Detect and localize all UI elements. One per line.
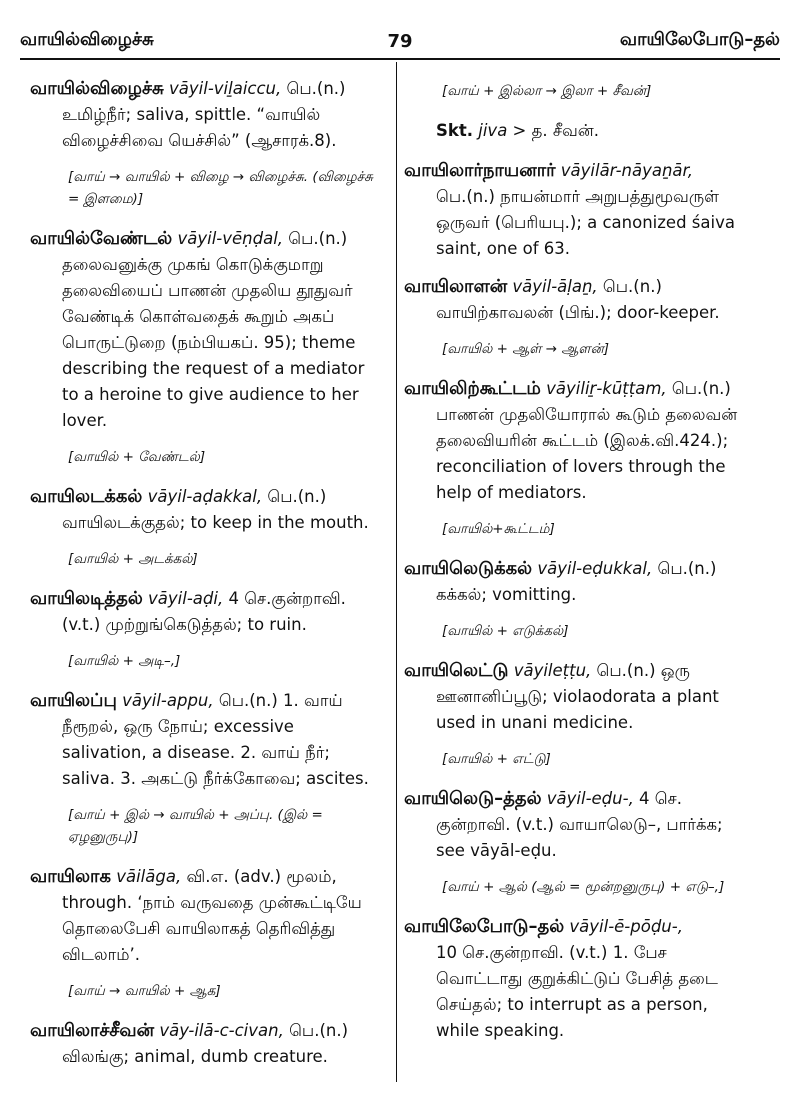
entry — [30, 484, 382, 536]
header-left-guideword: வாயில்விழைச்சு — [20, 29, 154, 50]
headword: வாயிலெடு–த்தல் — [404, 788, 542, 809]
transliteration: vāyil-viḻaiccu, — [169, 79, 282, 98]
grammar: பெ.(n.) 1. வாய் — [213, 691, 343, 710]
transliteration: vāyil-eḍu-, — [546, 789, 634, 808]
grammar: 4 செ. — [633, 789, 683, 808]
etymology: [வாய் → வாயில் + ஆக] — [68, 983, 221, 999]
definition: 10 செ.குன்றாவி. (v.t.) 1. பேச வொட்டாது குறுக்கிட்டுப் பேசித் தடை செய்தல்; to interrupt as a person, while speaking. — [436, 943, 718, 1040]
headword: வாயிலாக — [30, 866, 111, 887]
transliteration: vāyil-āḷaṉ, — [512, 277, 598, 296]
entry — [404, 376, 756, 506]
definition: வாயிற்காவலன் (பிங்.); door-keeper. — [436, 303, 720, 322]
etymology: [வாய் + இல்லா → இலா + சீவன்] — [442, 83, 652, 99]
etymology: [வாயில் + அடக்கல்] — [68, 551, 198, 567]
grammar: பெ.(n.) — [652, 559, 717, 578]
transliteration: vāyil-aḍi, — [148, 589, 224, 608]
definition: விலங்கு; animal, dumb creature. — [62, 1047, 328, 1066]
grammar: பெ.(n.) — [597, 277, 662, 296]
etymology: [வாய் → வாயில் + விழை → விழைச்சு. (விழைச்சு = இளமை)] — [68, 169, 373, 207]
entry — [30, 226, 382, 434]
definition: தலைவனுக்கு முகங் கொடுக்குமாறு தலைவியைப் பாணன் முதலிய தூதுவர் வேண்டிக் கொள்வதைக் கூறும் அகப் பொருட்டுறை (நம்பியகப். 95); theme describing the request of a mediator to a heroine to give audience to her lover. — [62, 255, 365, 430]
definition: ஊனானிப்பூடு; violaodorata a plant used in unani medicine. — [436, 687, 719, 732]
definition: கக்கல்; vomitting. — [436, 585, 577, 604]
transliteration: vāilāga, — [116, 867, 182, 886]
transliteration: vāyil-ē-pōḍu-, — [569, 917, 683, 936]
definition: (v.t.) முற்றுங்கெடுத்தல்; to ruin. — [62, 615, 307, 634]
etymology: [வாயில் + எட்டு] — [442, 751, 551, 767]
entry — [404, 914, 756, 1044]
definition: பாணன் முதலியோரால் கூடும் தலைவன் தலைவியரின் கூட்டம் (இலக்.வி.424.); reconciliation of lovers through the help of mediators. — [436, 405, 738, 502]
definition: through. ‘நாம் வருவதை முன்கூட்டியே தொலைபேசி வாயிலாகத் தெரிவித்து விடலாம்’. — [62, 893, 362, 964]
entry — [404, 658, 756, 736]
page-number: 79 — [387, 31, 413, 52]
sanskrit-note — [404, 118, 756, 144]
grammar: பெ.(n.) — [283, 1021, 349, 1040]
grammar: 4 செ.குன்றாவி. — [223, 589, 346, 608]
entry — [30, 586, 382, 638]
etymology: [வாயில் + அடி–,] — [68, 653, 181, 669]
transliteration: vāyil-eḍukkal, — [537, 559, 653, 578]
etymology: [வாயில் + ஆள் → ஆளன்] — [442, 341, 609, 357]
entry — [404, 274, 756, 326]
transliteration: vāyil-aḍakkal, — [147, 487, 263, 506]
transliteration: vāyil-vēṇḍal, — [177, 229, 284, 248]
entry — [404, 786, 756, 864]
headword: வாயிலாச்சீவன் — [30, 1020, 155, 1041]
transliteration: vāyil-appu, — [122, 691, 214, 710]
definition: நீரூறல், ஒரு நோய்; excessive salivation, a disease. 2. வாய் நீர்; saliva. 3. அகட்டு நீர்க்கோவை; ascites. — [62, 717, 369, 788]
right-column — [404, 76, 756, 1056]
grammar: பெ.(n.) — [666, 379, 731, 398]
entry — [30, 688, 382, 792]
grammar: பெ.(n.) ஒரு — [591, 661, 690, 680]
transliteration: vāyileṭṭu, — [513, 661, 592, 680]
headword: வாயிலப்பு — [30, 690, 117, 711]
definition: குன்றாவி. (v.t.) வாயாலெடு–, பார்க்க; see vāyāl-eḍu. — [436, 815, 723, 860]
left-column — [30, 76, 382, 1082]
etymology: [வாயில் + வேண்டல்] — [68, 449, 206, 465]
headword: வாயிலாளன் — [404, 276, 508, 297]
headword: வாயில்விழைச்சு — [30, 78, 164, 99]
sanskrit-derivation: > த. சீவன். — [507, 121, 600, 140]
entry — [404, 556, 756, 608]
definition: வாயிலடக்குதல்; to keep in the mouth. — [62, 513, 369, 532]
headword: வாயிலிற்கூட்டம் — [404, 378, 541, 399]
definition: உமிழ்நீர்; saliva, spittle. “வாயில் விழைச்சிவை யெச்சில்” (ஆசாரக்.8). — [62, 105, 337, 150]
headword: வாயிலேபோடு–தல் — [404, 916, 565, 937]
entry — [30, 76, 382, 154]
headword: வாயிலடக்கல் — [30, 486, 143, 507]
transliteration: vāyiliṟ-kūṭṭam, — [546, 379, 667, 398]
headword: வாயிலடித்தல் — [30, 588, 143, 609]
etymology: [வாயில்+கூட்டம்] — [442, 521, 555, 537]
headword: வாயிலெட்டு — [404, 660, 509, 681]
column-divider — [396, 62, 397, 1082]
transliteration: vāyilār-nāyaṉār, — [560, 161, 694, 180]
definition: பெ.(n.) நாயன்மார் அறுபத்துமூவருள் ஒருவர் (பெரியபு.); a canonized śaiva saint, one of 63. — [436, 187, 735, 258]
etymology: [வாயில் + எடுக்கல்] — [442, 623, 569, 639]
etymology: [வாய் + இல் → வாயில் + அப்பு. (இல் = ஏழனுருபு)] — [68, 807, 323, 845]
headword: வாயிலார்நாயனார் — [404, 160, 556, 181]
entry — [30, 864, 382, 968]
sanskrit-label: Skt. — [436, 121, 474, 140]
sanskrit-word: jiva — [473, 121, 508, 140]
entry — [30, 1018, 382, 1070]
etymology: [வாய் + ஆல் (ஆல் = மூன்றனுருபு) + எடு–,] — [442, 879, 725, 895]
transliteration: vāy-ilā-c-civan, — [159, 1021, 284, 1040]
headword: வாயிலெடுக்கல் — [404, 558, 533, 579]
headword: வாயில்வேண்டல் — [30, 228, 173, 249]
grammar: வி.எ. (adv.) மூலம், — [181, 867, 337, 886]
grammar: பெ.(n.) — [283, 229, 348, 248]
grammar: பெ.(n.) — [262, 487, 327, 506]
grammar: பெ.(n.) — [281, 79, 346, 98]
header-right-guideword: வாயிலேபோடு–தல் — [619, 29, 780, 50]
entry — [404, 158, 756, 262]
page-header — [20, 20, 780, 60]
